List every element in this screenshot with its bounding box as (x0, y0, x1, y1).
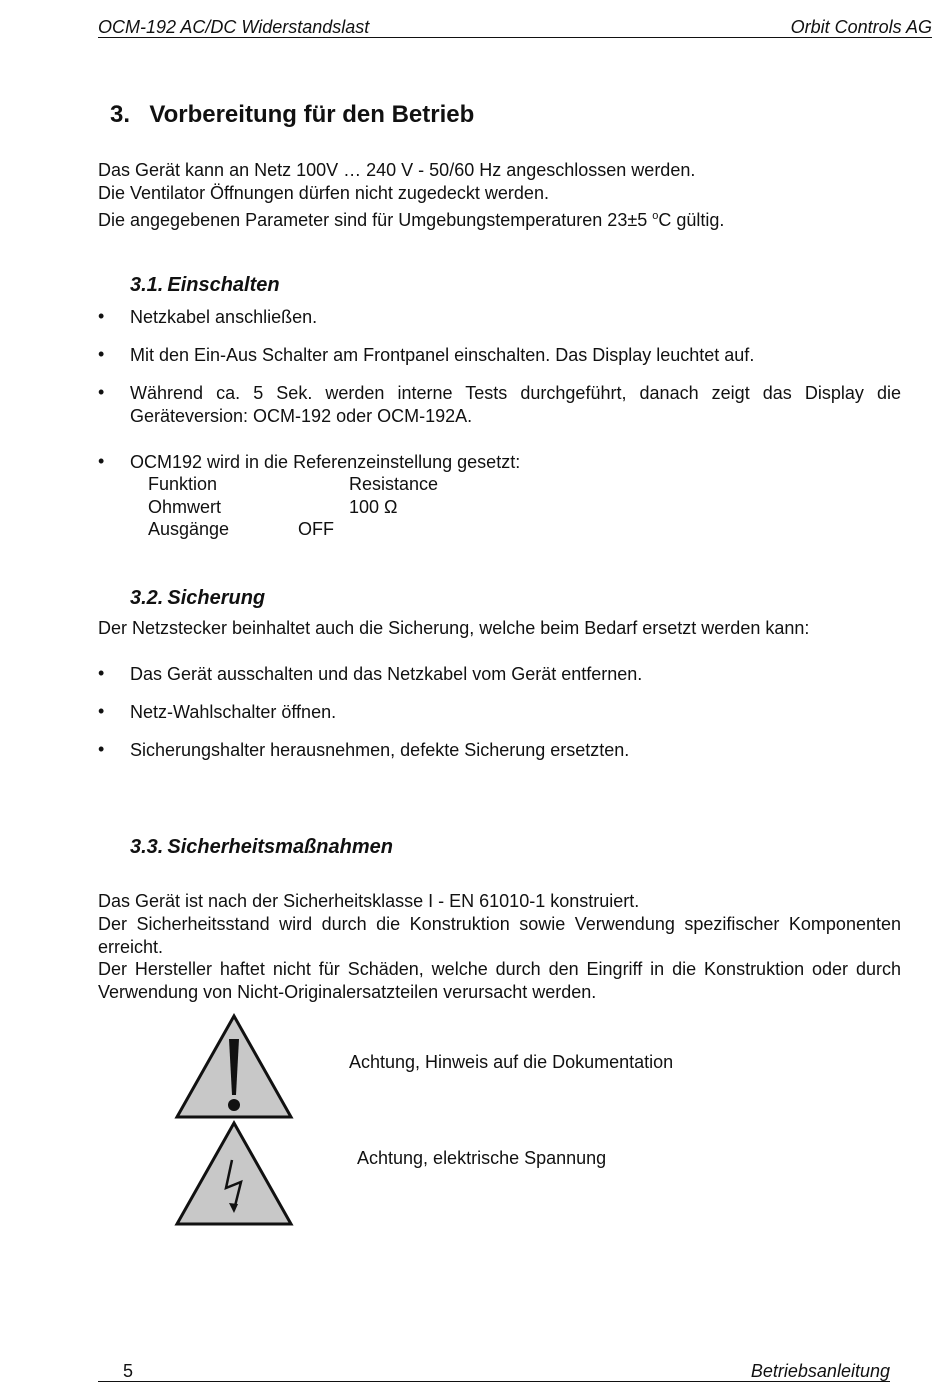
electric-shock-warning-icon (174, 1120, 294, 1226)
reference-label: Ausgänge (148, 519, 230, 539)
temp-text-after: C gültig. (658, 210, 725, 230)
safety-para-2: Der Sicherheitsstand wird durch die Konstruktion sowie Verwendung spezifischer Komponenten erreicht. (98, 914, 901, 957)
safety-para-3: Der Hersteller haftet nicht für Schäden, welche durch den Eingriff in die Konstruktion oder durch Verwendung von Nicht-Originalersatzteilen verursacht werden. (98, 959, 901, 1002)
subsection-number: 3.2. (130, 587, 164, 609)
subsection-3-1-heading (130, 274, 280, 297)
bullet-icon: • (98, 344, 105, 364)
subsection-title: Sicherheitsmaßnahmen (167, 836, 393, 858)
subsection-title: Sicherung (167, 587, 266, 609)
subsection-number: 3.3. (130, 836, 164, 858)
list-item: Während ca. 5 Sek. werden interne Tests durchgeführt, danach zeigt das Display die Geräteversion: OCM-192 oder OCM-192A. (130, 383, 901, 426)
bullet-icon: • (98, 701, 105, 721)
header-rule (98, 37, 932, 38)
subsection-title: Einschalten (167, 274, 280, 296)
reference-value: Resistance (349, 474, 439, 494)
temp-text-before: Die angegebenen Parameter sind für Umgebungstemperaturen 23±5 (98, 210, 653, 230)
subsection-number: 3.1. (130, 274, 164, 296)
degree-sup: o (652, 210, 659, 222)
bullet-icon: • (98, 306, 105, 326)
subsection-3-3-heading (130, 836, 393, 859)
subsection-intro: Der Netzstecker beinhaltet auch die Sicherung, welche beim Bedarf ersetzt werden kann: (98, 618, 810, 638)
reference-label: Ohmwert (148, 497, 222, 517)
reference-value: 100 Ω (349, 497, 398, 517)
exclamation-warning-icon (174, 1013, 294, 1119)
bullet-icon: • (98, 739, 105, 759)
intro-line-1: Das Gerät kann an Netz 100V … 240 V - 50/60 Hz angeschlossen werden. (98, 160, 696, 180)
bullet-icon: • (98, 663, 105, 683)
intro-line-3 (98, 205, 724, 232)
section-number: 3. (110, 101, 131, 128)
intro-line-2: Die Ventilator Öffnungen dürfen nicht zugedeckt werden. (98, 183, 549, 203)
footer-rule (98, 1381, 890, 1382)
list-item: OCM192 wird in die Referenzeinstellung gesetzt: (130, 452, 521, 472)
list-item: Sicherungshalter herausnehmen, defekte Sicherung ersetzten. (130, 740, 630, 760)
header-title: OCM-192 AC/DC Widerstandslast (98, 17, 370, 37)
list-item: Das Gerät ausschalten und das Netzkabel vom Gerät entfernen. (130, 664, 643, 684)
reference-label: Funktion (148, 474, 218, 494)
page-number: 5 (123, 1361, 134, 1381)
warning-label: Achtung, elektrische Spannung (357, 1148, 607, 1168)
subsection-3-2-heading (130, 587, 265, 610)
reference-value: OFF (298, 519, 334, 539)
bullet-icon: • (98, 382, 105, 402)
safety-para-1: Das Gerät ist nach der Sicherheitsklasse I - EN 61010-1 konstruiert. (98, 891, 640, 911)
section-heading (110, 101, 474, 129)
warning-label: Achtung, Hinweis auf die Dokumentation (349, 1052, 674, 1072)
list-item: Netz-Wahlschalter öffnen. (130, 702, 337, 722)
bullet-icon: • (98, 451, 105, 471)
list-item: Mit den Ein-Aus Schalter am Frontpanel einschalten. Das Display leuchtet auf. (130, 345, 755, 365)
list-item: Netzkabel anschließen. (130, 307, 318, 327)
footer-title: Betriebsanleitung (750, 1361, 890, 1381)
section-title: Vorbereitung für den Betrieb (149, 101, 475, 128)
header-company: Orbit Controls AG (790, 17, 932, 37)
